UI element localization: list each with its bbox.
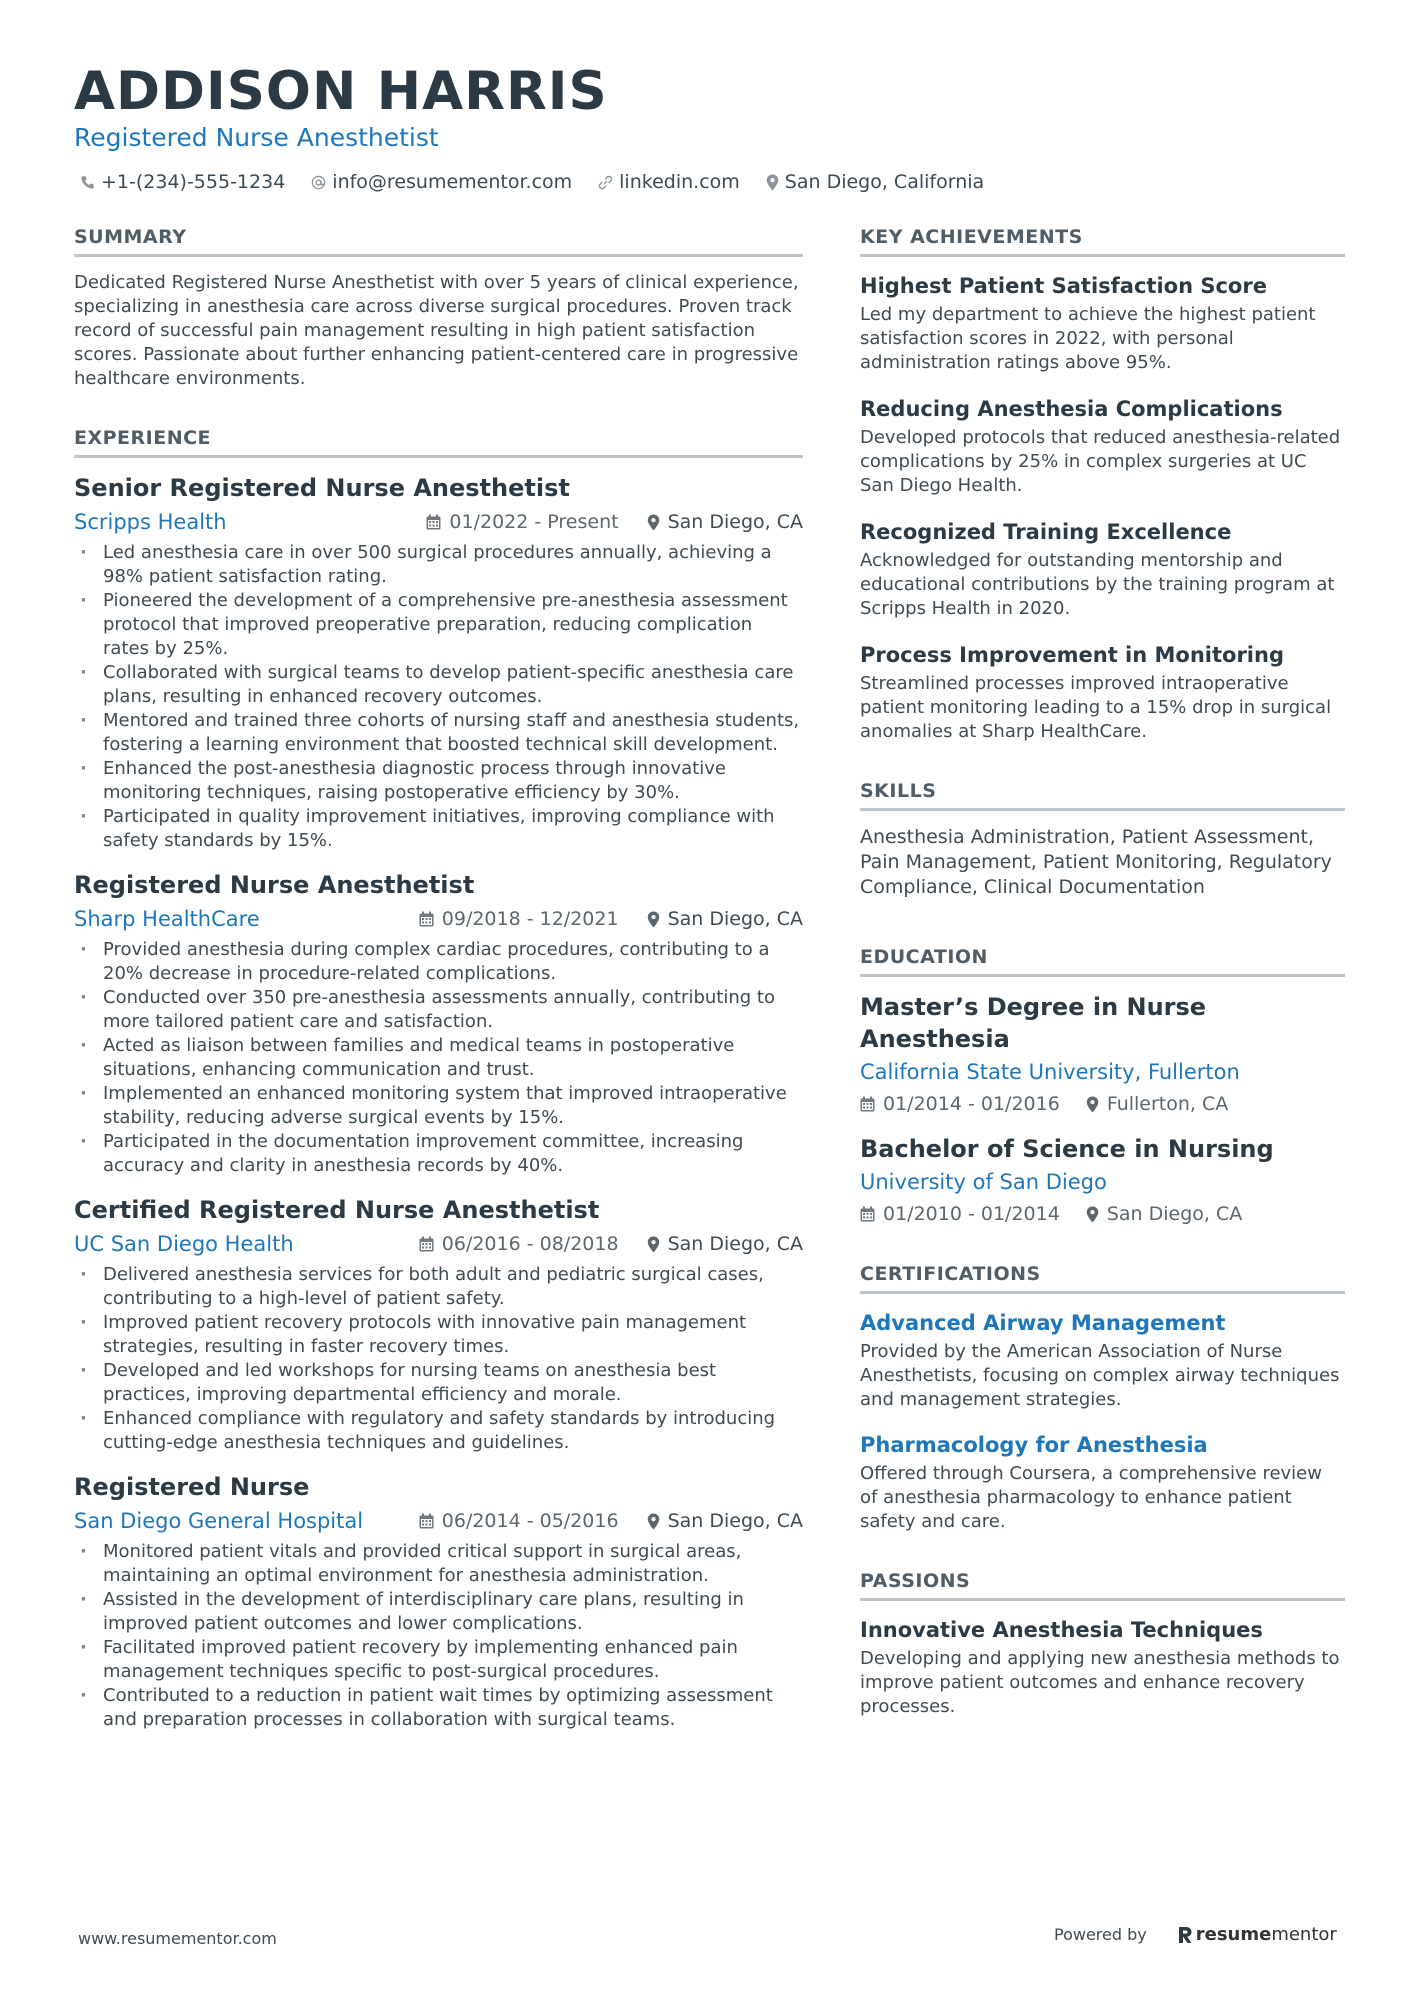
job-title: Certified Registered Nurse Anesthetist: [74, 1196, 600, 1224]
job-location: San Diego, CA: [667, 908, 803, 930]
education-heading: EDUCATION: [860, 944, 1345, 977]
job-bullet: · Led anesthesia care in over 500 surgical procedures annually, achieving a 98% patient satisfaction rating.: [74, 541, 803, 589]
location-pin-icon: [647, 1236, 660, 1253]
brand-name-bold: resume: [1195, 1924, 1272, 1945]
certification-title: Pharmacology for Anesthesia: [860, 1433, 1208, 1457]
summary-text: Dedicated Registered Nurse Anesthetist with over 5 years of clinical experience, specializing in anesthesia care across diverse surgical procedures. Proven track record of successful pain management resulting in high patient satisfaction scores. Passionate about further enhancing patient-centered care in progressive healthcare environments.: [74, 272, 799, 389]
job-company: Sharp HealthCare: [74, 907, 260, 931]
skills-heading: SKILLS: [860, 778, 1345, 811]
education-dates: 01/2014 - 01/2016: [883, 1093, 1060, 1115]
contact-location: [766, 168, 984, 196]
job-dates: 06/2016 - 08/2018: [441, 1233, 619, 1255]
achievement-item: [860, 640, 1345, 744]
powered-by-label: Powered by: [1054, 1925, 1147, 1944]
education-school: California State University, Fullerton: [860, 1060, 1240, 1084]
certification-item: [860, 1308, 1345, 1412]
contact-bar: [80, 168, 1010, 196]
certification-desc: Provided by the American Association of Nurse Anesthetists, focusing on complex airway techniques and management strategies.: [860, 1341, 1340, 1410]
achievement-desc: Streamlined processes improved intraoperative patient monitoring leading to a 15% drop in surgical anomalies at Sharp HealthCare.: [860, 673, 1332, 742]
job-bullets: [74, 1540, 803, 1732]
job-title: Registered Nurse Anesthetist: [74, 871, 475, 899]
achievement-desc: Acknowledged for outstanding mentorship and educational contributions by the training program at Scripps Health in 2020.: [860, 550, 1335, 619]
contact-phone[interactable]: [80, 168, 285, 196]
contact-location-text: San Diego, California: [784, 171, 985, 193]
achievement-desc: Led my department to achieve the highest patient satisfaction scores in 2022, with personal administration ratings above 95%.: [860, 304, 1316, 373]
passion-item: [860, 1615, 1345, 1719]
education-degree: Bachelor of Science in Nursing: [860, 1135, 1274, 1163]
job-company: Scripps Health: [74, 510, 227, 534]
contact-phone-text: +1-(234)-555-1234: [101, 171, 286, 193]
location-pin-icon: [1086, 1096, 1099, 1113]
job-company: San Diego General Hospital: [74, 1509, 364, 1533]
experience-heading: EXPERIENCE: [74, 425, 803, 458]
calendar-icon: [860, 1206, 875, 1222]
job-title: Senior Registered Nurse Anesthetist: [74, 474, 570, 502]
right-column: [860, 224, 1345, 1738]
job-bullet: · Pioneered the development of a comprehensive pre-anesthesia assessment protocol that improved preoperative preparation, reducing complication rates by 25%.: [74, 589, 803, 661]
job-location: San Diego, CA: [667, 511, 803, 533]
location-pin-icon: [766, 174, 779, 191]
location-pin-icon: [647, 911, 660, 928]
education-item: [860, 1133, 1345, 1229]
contact-email[interactable]: [311, 168, 572, 196]
education-section: [860, 944, 1345, 1229]
job-bullet: · Participated in the documentation improvement committee, increasing accuracy and clarity in anesthesia records by 40%.: [74, 1130, 803, 1178]
job-bullet: · Contributed to a reduction in patient wait times by optimizing assessment and preparation processes in collaboration with surgical teams.: [74, 1684, 803, 1732]
job-bullet: · Participated in quality improvement initiatives, improving compliance with safety standards by 15%.: [74, 805, 803, 853]
job-bullets: [74, 938, 803, 1178]
passions-section: [860, 1568, 1345, 1719]
experience-section: [74, 425, 803, 1732]
job-dates: 09/2018 - 12/2021: [441, 908, 619, 930]
phone-icon: [80, 175, 95, 190]
passion-desc: Developing and applying new anesthesia methods to improve patient outcomes and enhance recovery processes.: [860, 1648, 1340, 1717]
summary-section: [74, 224, 803, 391]
job-bullet: · Facilitated improved patient recovery by implementing enhanced pain management techniques specific to post-surgical procedures.: [74, 1636, 803, 1684]
job-bullet: · Developed and led workshops for nursing teams on anesthesia best practices, improving departmental efficiency and morale.: [74, 1359, 803, 1407]
job-location: San Diego, CA: [667, 1510, 803, 1532]
job-dates: 01/2022 - Present: [449, 511, 619, 533]
candidate-role: Registered Nurse Anesthetist: [74, 123, 439, 152]
achievement-title: Reducing Anesthesia Complications: [860, 397, 1283, 421]
job-bullet: · Assisted in the development of interdisciplinary care plans, resulting in improved patient outcomes and lower complications.: [74, 1588, 803, 1636]
job-bullet: · Acted as liaison between families and medical teams in postoperative situations, enhancing communication and trust.: [74, 1034, 803, 1082]
achievement-desc: Developed protocols that reduced anesthesia-related complications by 25% in complex surgeries at UC San Diego Health.: [860, 427, 1341, 496]
job-entry: [74, 869, 803, 1178]
job-title: Registered Nurse: [74, 1473, 310, 1501]
passion-title: Innovative Anesthesia Techniques: [860, 1618, 1263, 1642]
location-pin-icon: [647, 514, 660, 531]
job-location: San Diego, CA: [667, 1233, 803, 1255]
contact-linkedin-text: linkedin.com: [619, 171, 740, 193]
job-bullet: · Collaborated with surgical teams to develop patient-specific anesthesia care plans, resulting in enhanced recovery outcomes.: [74, 661, 803, 709]
job-bullets: [74, 541, 803, 853]
achievement-item: [860, 271, 1345, 375]
education-dates: 01/2010 - 01/2014: [883, 1203, 1060, 1225]
job-dates: 06/2014 - 05/2016: [441, 1510, 619, 1532]
job-bullet: · Monitored patient vitals and provided critical support in surgical areas, maintaining an optimal environment for anesthesia administration.: [74, 1540, 803, 1588]
job-entry: [74, 1194, 803, 1455]
calendar-icon: [419, 911, 434, 927]
job-bullet: · Provided anesthesia during complex cardiac procedures, contributing to a 20% decrease in procedure-related complications.: [74, 938, 803, 986]
footer-branding: [1054, 1924, 1337, 1945]
skills-text: Anesthesia Administration, Patient Assessment, Pain Management, Patient Monitoring, Regulatory Compliance, Clinical Documentation: [860, 826, 1332, 898]
job-bullet: · Implemented an enhanced monitoring system that improved intraoperative stability, reducing adverse surgical events by 15%.: [74, 1082, 803, 1130]
job-bullet: · Mentored and trained three cohorts of nursing staff and anesthesia students, fostering a learning environment that boosted technical skill development.: [74, 709, 803, 757]
job-bullet: · Conducted over 350 pre-anesthesia assessments annually, contributing to more tailored patient care and satisfaction.: [74, 986, 803, 1034]
calendar-icon: [419, 1513, 434, 1529]
job-bullet: · Enhanced compliance with regulatory and safety standards by introducing cutting-edge anesthesia techniques and guidelines.: [74, 1407, 803, 1455]
footer-website[interactable]: www.resumementor.com: [78, 1929, 277, 1948]
passions-heading: PASSIONS: [860, 1568, 1345, 1601]
achievements-heading: KEY ACHIEVEMENTS: [860, 224, 1345, 257]
resumementor-logo-icon: [1177, 1926, 1193, 1944]
contact-linkedin[interactable]: [598, 168, 740, 196]
education-location: San Diego, CA: [1106, 1203, 1243, 1225]
job-company: UC San Diego Health: [74, 1232, 294, 1256]
job-bullets: [74, 1263, 803, 1455]
job-bullet: · Delivered anesthesia services for both adult and pediatric surgical cases, contributing to a high-level of patient safety.: [74, 1263, 803, 1311]
achievement-title: Highest Patient Satisfaction Score: [860, 274, 1267, 298]
contact-email-text: info@resumementor.com: [332, 171, 573, 193]
job-bullet: · Improved patient recovery protocols with innovative pain management strategies, resulting in faster recovery times.: [74, 1311, 803, 1359]
certification-title: Advanced Airway Management: [860, 1311, 1226, 1335]
calendar-icon: [860, 1096, 875, 1112]
achievement-title: Process Improvement in Monitoring: [860, 643, 1284, 667]
calendar-icon: [419, 1236, 434, 1252]
achievement-item: [860, 517, 1345, 621]
brand-logo[interactable]: [1177, 1924, 1337, 1945]
skills-section: [860, 778, 1345, 900]
job-entry: [74, 472, 803, 853]
certifications-section: [860, 1261, 1345, 1534]
education-location: Fullerton, CA: [1106, 1093, 1229, 1115]
summary-heading: SUMMARY: [74, 224, 803, 257]
calendar-icon: [426, 514, 441, 530]
location-pin-icon: [647, 1513, 660, 1530]
left-column: [74, 224, 803, 1748]
education-item: [860, 991, 1345, 1119]
at-icon: [311, 175, 326, 190]
job-entry: [74, 1471, 803, 1732]
certification-item: [860, 1430, 1345, 1534]
education-school: University of San Diego: [860, 1170, 1107, 1194]
achievement-title: Recognized Training Excellence: [860, 520, 1232, 544]
job-bullet: · Enhanced the post-anesthesia diagnostic process through innovative monitoring techniques, raising postoperative efficiency by 30%.: [74, 757, 803, 805]
achievements-section: [860, 224, 1345, 744]
candidate-name: ADDISON HARRIS: [74, 61, 608, 122]
certification-desc: Offered through Coursera, a comprehensive review of anesthesia pharmacology to enhance patient safety and care.: [860, 1463, 1322, 1532]
achievement-item: [860, 394, 1345, 498]
link-icon: [598, 175, 613, 190]
location-pin-icon: [1086, 1206, 1099, 1223]
brand-name-light: mentor: [1271, 1924, 1337, 1945]
education-degree: Master’s Degree in Nurse Anesthesia: [860, 993, 1207, 1053]
certifications-heading: CERTIFICATIONS: [860, 1261, 1345, 1294]
